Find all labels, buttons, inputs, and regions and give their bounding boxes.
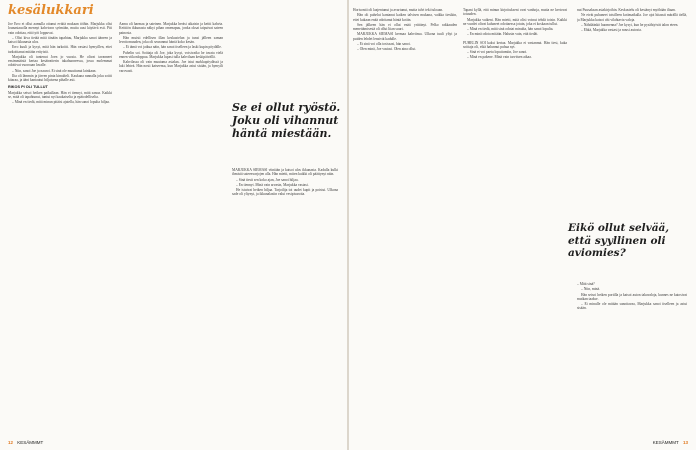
section-kicker bbox=[8, 3, 94, 18]
paragraph: Marjukka seisoi hetken paikallaan. Hän ei tiennyt, mitä sanoa. Kaikki se, mitä oli tapahtunut, tuntui nyt kaukaiselta ja epätodelliselta. bbox=[8, 90, 112, 99]
paragraph: He istuivat hetken hiljaa. Tarjoilija toi uudet kupit ja poistui. Ulkona sade oli yltynyt, ja ikkunalasiin valui vesipisaroita. bbox=[232, 188, 338, 197]
paragraph: – Niin, sanoi Joe ja nauroi. Et sinä ole muuttunut lainkaan. bbox=[12, 68, 97, 73]
folio-right bbox=[653, 440, 688, 445]
paragraph: Marjukka oli tuntenut Joen jo vuosia. He olivat tavanneet ensimmäistä kertaa kesäteatterin takahuoneessa, jossa molemmat odottivat vuoroaan lavalle. bbox=[8, 54, 112, 68]
paragraph: MARJUKKA SIEMASI viiniään ja katsoi ulos ikkunasta. Kadulla kulki ihmisiä sateenvarjojen alla. Hän mietti, miten kaikki oli päättynyt näin. bbox=[232, 168, 338, 177]
left-column-1 bbox=[8, 22, 112, 434]
paragraph: Ne eivät puhuneet toisilleen kotimatkalla. Joe ajoi hitaasti märällä tiellä, ja Marjukka katsoi ohi vilahtavia valoja. bbox=[577, 13, 687, 22]
paragraph: – Sinä et voi paeta loputtomiin, Joe sanoi. bbox=[467, 50, 528, 54]
paragraph: Horisontti oli laajentunut ja avartunut, mutta talvi teki tuloaan. bbox=[353, 8, 444, 12]
paragraph: Kahvilassa oli vain muutama asiakas. Joe istui nurkkapöydässä ja luki lehteä. Hän nosti katseensa, kun Marjukka astui sisään, ja hymyili varovasti. bbox=[119, 60, 223, 73]
paragraph: nut Puusaksan asiakirjoihin. Keskustelu oli kestänyt myöhään iltaan. bbox=[577, 8, 676, 12]
paragraph: – Olen minä, Joe vastasi. Olen aina ollut. bbox=[357, 47, 417, 51]
right-column-1 bbox=[353, 8, 457, 434]
brand-left: KESÄMMMT bbox=[17, 440, 44, 445]
page-number-left: 12 bbox=[8, 440, 14, 445]
paragraph: Hän seisoi hetken portilla ja katsoi auton takavaloja, kunnes ne katosivat mutkan taakse. bbox=[577, 292, 687, 301]
paragraph: Hän oli puhelut kantanut kaiken talvisen mukana, vaikka tiesikin, ettei kukaan enää odottanut häntä kotiin. bbox=[353, 13, 457, 22]
paragraph: – Ehkä, Marjukka vastasi ja nousi autosta. bbox=[581, 28, 642, 32]
paragraph: Aamu oli harmaa ja sateinen. Marjukka heräsi aikaisin ja keitti kahvia. Keittiön ikkunasta näkyi pihan omenapuu, jonka oksat taipuivat sateen painosta. bbox=[119, 22, 223, 35]
folio-left bbox=[8, 440, 43, 445]
paragraph: – Ei minulle ole mitään sanottavaa, Marjukka sanoi itselleen ja astui sisään. bbox=[577, 302, 687, 311]
paragraph: Sen jälkeen hän ei ollut enää yrittänyt. Pelko rakkauden menettämisestä oli ollut liian suuri. bbox=[353, 22, 457, 31]
paragraph: – Olisi kiva tietää mitä tänään tapahtuu, Marjukka sanoi ääneen ja katsoi ikkunasta ulos. bbox=[8, 35, 112, 44]
section-kicker-text: kesälukkari bbox=[8, 3, 94, 18]
left-column-2 bbox=[119, 22, 223, 434]
paragraph: – Mitä sinä? bbox=[577, 282, 595, 286]
paragraph: – Ei tämä voi jatkua näin, hän sanoi itselleen ja laski kupin pöydälle. bbox=[123, 45, 222, 50]
paragraph: Marjukka vaikeni. Hän mietti, mitä olisi voinut tehdä toisin. Kaikki ne vuodet olivat kuluneet odottaessa jotain, joka ei koskaan tullut. bbox=[463, 17, 567, 26]
pull-quote-left: Se ei ollut ryöstö. Joku oli vihannut häntä miestään. bbox=[232, 101, 341, 140]
paragraph: Tapani kyllä, että minun kirjoitukseni ovat vanhoja, mutta ne kertovat totuuden. bbox=[463, 8, 567, 17]
pull-quote-right: Eikö ollut selvää, että syyllinen oli aviomies? bbox=[568, 222, 669, 259]
paragraph: – Sinä tiesit sen koko ajan, Joe sanoi hiljaa. bbox=[236, 177, 299, 182]
paragraph: Joe Erro ei ollut aamulla ottanut eväitä mukaan töihin. Marjukka olisi lounastauolla mennyt kahvioon syömään, mutta uusi käytävä esti. Piti vain odottaa, että työt loppuvat. bbox=[8, 22, 112, 35]
left-column-3 bbox=[232, 168, 338, 434]
paragraph: – En tiennyt. Minä vain arvasin, Marjukka vastasi. bbox=[236, 182, 309, 187]
paragraph: Puhelin soi. Soittaja oli Joe, joka kysyi, voisivatko he tavata vielä ennen viikonloppua. Marjukka lupasi tulla kahvilaan keskipäivällä. bbox=[119, 50, 223, 59]
paragraph: Ilta oli lämmin ja järven pinta kimalteli. Kaukana rannalla joku soitti kitaraa, ja ääni kantautui hiljaisena pihalle asti. bbox=[8, 73, 112, 82]
paragraph: – Minä en pakene. Minä vain tarvitsen aikaa. bbox=[467, 55, 532, 60]
right-column-3 bbox=[577, 8, 687, 214]
paragraph: – Et sinä voi olla tosissasi, hän sanoi. bbox=[357, 41, 411, 46]
paragraph: Erro kuuli ja kysyi, mitä hän tarkoitti. Hän vastasi hymyillen, ettei tarkoittanut mitään erityistä. bbox=[8, 45, 112, 54]
right-column-2 bbox=[463, 8, 567, 434]
subheading: RIKOS PI OLI TULLUT bbox=[8, 85, 48, 90]
brand-right: KESÄMMMT bbox=[652, 440, 679, 445]
paragraph: – Minä en tiedä, mitä sinä odotat minulta, hän sanoi lopulta. bbox=[467, 27, 554, 31]
paragraph: – Niin, minä. bbox=[581, 287, 600, 292]
right-column-3b bbox=[577, 282, 687, 434]
paragraph: – Minä en tiedä, mitä minun pitäisi ajatella, hän sanoi lopulta hiljaa. bbox=[12, 100, 110, 104]
page-number-right: 13 bbox=[682, 440, 688, 445]
paragraph: – En minä odota mitään. Halusin vain, että tiedät. bbox=[467, 32, 539, 37]
paragraph: MARJUKKA SIEMASI kermaa kahviinsa. Ulkona tuuli yltyi ja puiden lehdet lensivät kadulle. bbox=[353, 32, 457, 41]
left-page bbox=[0, 0, 347, 450]
paragraph: Hän muisti edellisen illan keskustelun ja tunsi jälleen saman levottomuuden, joka oli seurannut häntä koko kesän. bbox=[119, 35, 223, 44]
paragraph: PUHELIN SOI kaksi kertaa. Marjukka ei vastannut. Hän tiesi, kuka soittaja oli, eikä halunnut puhua nyt. bbox=[463, 40, 567, 49]
paragraph: – Nähdäänkö huomenna? Joe kysyi, kun he pysähtyivät talon eteen. bbox=[581, 22, 679, 27]
